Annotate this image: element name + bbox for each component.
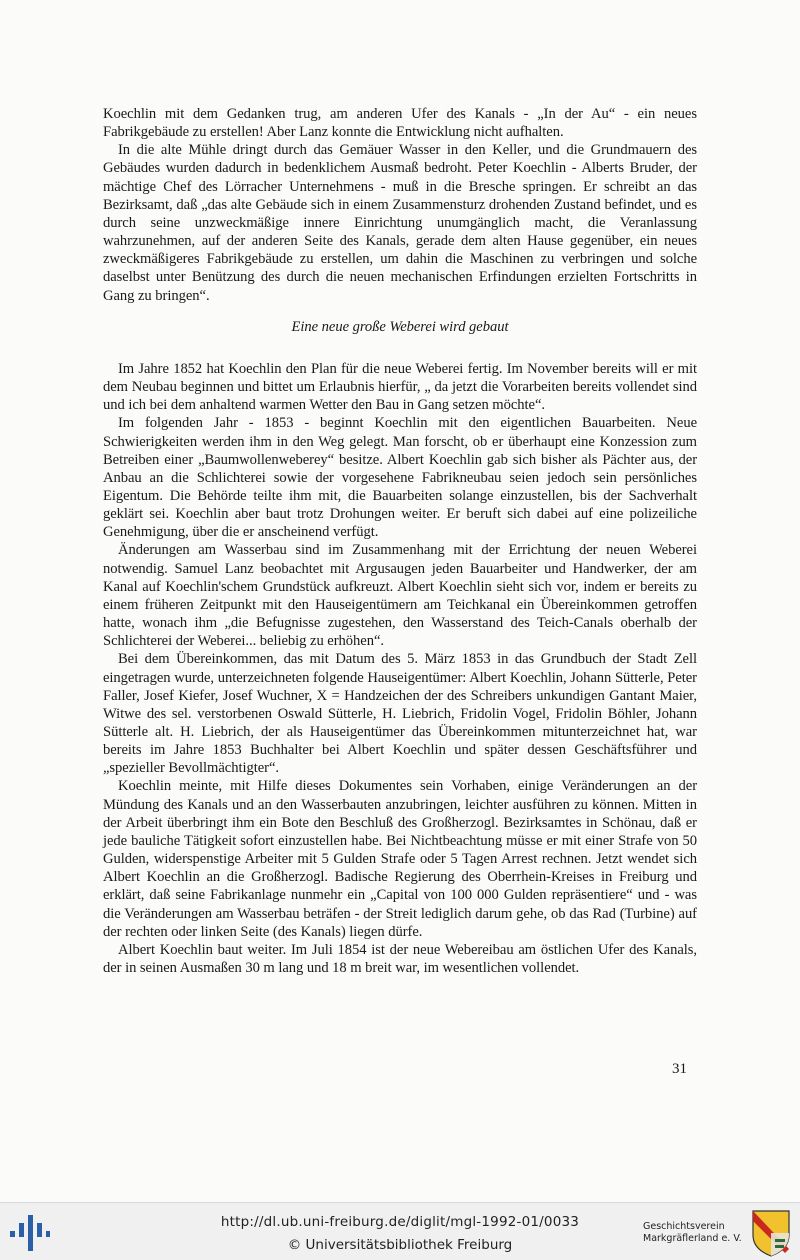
paragraph: Koechlin mit dem Gedanken trug, am anderen Ufer des Kanals - „In der Au“ - ein neues Fabrikgebäude zu erstellen! Aber Lanz konnte die Entwicklung nicht aufhalten. [103, 106, 697, 141]
paragraph: Änderungen am Wasserbau sind im Zusammenhang mit der Errichtung der neuen Weberei notwendig. Samuel Lanz beobachtet mit Argusaugen jeden Bauarbeiter und Handwerker, der am Kanal auf Koechlin'schem Grundstück aufkreuzt. Albert Koechlin sieht sich vor, indem er bereits zu einem früheren Zeitpunkt mit den Hauseigentümern am Teichkanal ein Übereinkommen getroffen hatte, wonach ihm „die Befugnisse zugestehen, den Wasserstand des Teich-Canals oberhalb der Schlichterei der Weberei... beliebig zu erhöhen“. [103, 542, 697, 650]
paragraph: Koechlin meinte, mit Hilfe dieses Dokumentes sein Vorhaben, einige Veränderungen an der Mündung des Kanals und an den Wasserbauten anzubringen, leichter ausführen zu können. Mitten in der Arbeit überbringt ihm ein Bote den Beschluß des Großherzogl. Bezirksamtes in Schönau, daß er jede bauliche Tätigkeit sofort einzustellen habe. Bei Nichtbeachtung müsse er mit einer Strafe von 50 Gulden, widerspenstige Arbeiter mit 5 Gulden Strafe oder 5 Tagen Arrest rechnen. Jetzt wendet sich Albert Koechlin an die Großherzogl. Badische Regierung des Oberrhein-Kreises in Freiburg und erklärt, daß seine Fabrikanlage nunmehr ein „Capital von 100 000 Gulden repräsentiere“ und - was die Veränderungen am Wasserbau beträfen - der Streit lediglich darum gehe, ob das Rad (Turbine) auf der rechten oder linken Seite (des Kanals) liegen dürfe. [103, 778, 697, 940]
org-line-1: Geschichtsverein [643, 1221, 725, 1232]
source-url-link[interactable]: http://dl.ub.uni-freiburg.de/diglit/mgl-1992-01/0033 [220, 1214, 580, 1230]
footer-bar [0, 1202, 800, 1260]
copyright-notice: © Universitätsbibliothek Freiburg [287, 1237, 513, 1253]
org-line-2: Markgräflerland e. V. [643, 1233, 742, 1244]
organization-name [643, 1221, 742, 1245]
page-number: 31 [672, 1061, 687, 1077]
paragraph: Albert Koechlin baut weiter. Im Juli 1854 ist der neue Webereibau am östlichen Ufer des Kanals, der in seinen Ausmaßen 30 m lang und 18 m breit war, im wesentlichen vollendet. [103, 941, 697, 977]
section-heading: Eine neue große Weberei wird gebaut [291, 318, 509, 335]
paragraph: In die alte Mühle dringt durch das Gemäuer Wasser in den Keller, und die Grundmauern des Gebäudes wurden dadurch in bedenklichem Ausmaß bedroht. Peter Koechlin - Alberts Bruder, der mächtige Chef des Lörracher Unternehmens - muß in die Bresche springen. Er schreibt an das Bezirksamt, daß „das alte Gebäude sich in einem Zusammensturz drohenden Zustand befindet, und es durch seine unzweckmäßige innere Einrichtung unumgänglich macht, die Veranlassung wahrzunehmen, auf der anderen Seite des Kanals, gerade dem alten Hause gegenüber, ein neues zweckmäßigeres Fabrikgebäude zu erstellen, um dahin die Maschinen zu verbringen und solche daselbst unter Benützung des durch die neuen mechanischen Erfindungen erzielten Fortschritts in Gang zu bringen“. [103, 142, 697, 304]
body-text [103, 105, 697, 977]
paragraph: Im Jahre 1852 hat Koechlin den Plan für die neue Weberei fertig. Im November bereits will er mit dem Neubau beginnen und bittet um Erlaubnis hierfür, „ da jetzt die Vorarbeiten bereits vollendet sind und ich bei dem anhaltend warmen Wetter den Bau in Gang setzen möchte“. [103, 360, 697, 414]
coat-of-arms-icon [751, 1209, 791, 1257]
paragraph: Im folgenden Jahr - 1853 - beginnt Koechlin mit den eigentlichen Bauarbeiten. Neue Schwierigkeiten werden ihm in den Weg gelegt. Man forscht, ob er überhaupt eine Konzession zum Betreiben einer „Baumwollenweberey“ besitze. Albert Koechlin gab sich bisher als Pächter aus, der Anbau an die Schlichterei sowie der vorgesehene Fabrikneubau seien jedoch sein persönliches Eigentum. Die Behörde teilte ihm mit, die Bauarbeiten solange einzustellen, bis der Sachverhalt geklärt sei. Koechlin aber baut trotz Drohungen weiter. Er beruft sich dabei auf eine polizeiliche Genehmigung, über die er anscheinend verfügt. [103, 415, 697, 541]
paragraph: Bei dem Übereinkommen, das mit Datum des 5. März 1853 in das Grundbuch der Stadt Zell eingetragen wurde, unterzeichneten folgende Hauseigentümer: Albert Koechlin, Johann Sütterle, Peter Faller, Josef Kiefer, Josef Wuchner, X = Handzeichen der des Schreibers unkundigen Gantant Maier, Witwe des sel. verstorbenen Oswald Sütterle, H. Liebrich, Fridolin Vogel, Fridolin Böhler, Johann Sütterle alt. H. Liebrich, der als Hauseigentümer das Übereinkommen mitunterzeichnet hat, war bereits im Jahre 1853 Buchhalter bei Albert Koechlin und später dessen Geschäftsführer und „spezieller Bevollmächtigter“. [103, 651, 697, 777]
